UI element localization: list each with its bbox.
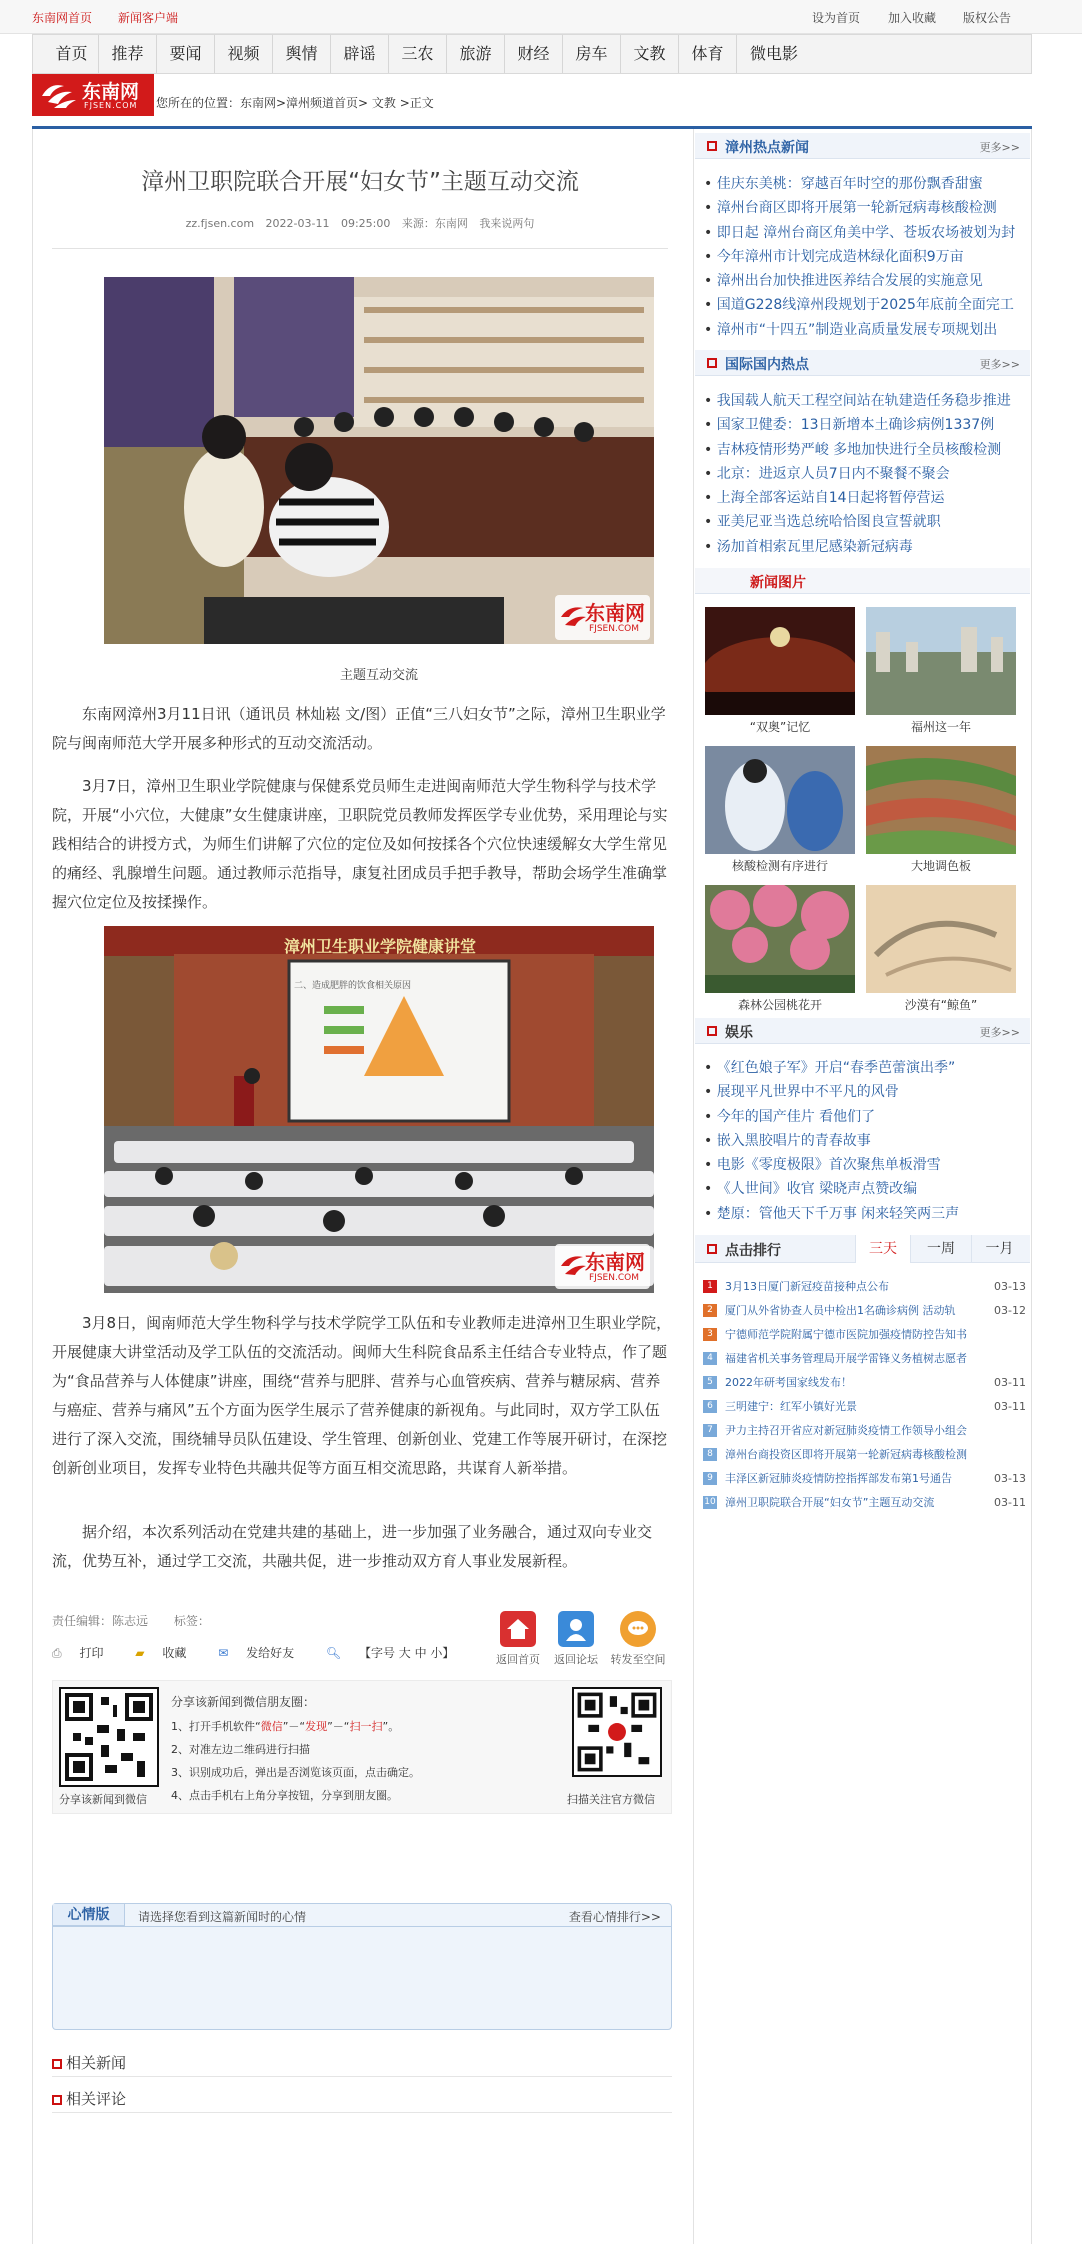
related-comments-divider — [52, 2112, 672, 2113]
watermark-domain: FJSEN.COM — [589, 624, 639, 634]
rank-header — [695, 1235, 1030, 1263]
hall-banner: 漳州卫生职业学院健康讲堂 — [284, 937, 477, 956]
logo-name: 东南网 — [82, 81, 140, 103]
photo-tile-3[interactable] — [705, 746, 855, 854]
user-icon — [558, 1611, 594, 1647]
logo-swirl-icon — [38, 80, 78, 110]
watermark-logo — [555, 1244, 650, 1289]
client-link[interactable]: 新闻客户端 — [118, 11, 179, 25]
rank-title-text: 三明建宁：红军小镇好光景 — [725, 1400, 857, 1413]
rank-number: 10 — [704, 1496, 716, 1507]
list-item[interactable]: • 嵌入黑胶唱片的青春故事 — [704, 1129, 1024, 1153]
nav-item-sports[interactable]: 体育 — [679, 35, 737, 73]
wechat-share-box — [52, 1680, 672, 1814]
rank-number: 9 — [703, 1472, 717, 1485]
list-item[interactable]: • 漳州出台加快推进医养结合发展的实施意见 — [704, 269, 1024, 293]
section-icon — [707, 358, 717, 368]
rank-number: 4 — [703, 1352, 717, 1365]
photo-tile-4-caption[interactable]: 大地调色板 — [910, 859, 971, 873]
list-item[interactable]: • 楚原：管他天下千万事 闲来轻笑两三声 — [704, 1202, 1024, 1226]
share-title: 分享该新闻到微信朋友圈： — [171, 1695, 316, 1709]
rank-date: 03-11 — [994, 1376, 1026, 1389]
list-item[interactable]: • 电影《零度极限》首次聚焦单板滑雪 — [704, 1153, 1024, 1177]
mood-tab[interactable]: 心情版 — [53, 1904, 125, 1926]
photo-tile-4[interactable] — [866, 746, 1016, 854]
related-news-divider — [52, 2076, 672, 2077]
share-qr-code — [59, 1687, 159, 1787]
nav-item-culture[interactable]: 文教 — [621, 35, 679, 73]
rank-number: 3 — [703, 1328, 717, 1341]
nav-item-recommend[interactable]: 推荐 — [99, 35, 157, 73]
photo-tile-3-caption[interactable]: 核酸检测有序进行 — [731, 859, 828, 873]
rank-date: 03-13 — [994, 1280, 1026, 1293]
rank-row[interactable] — [703, 1422, 1028, 1446]
section-icon — [707, 1026, 717, 1036]
rank-row[interactable] — [703, 1278, 1028, 1302]
photo-caption: 主题互动交流 — [339, 668, 418, 683]
photo-tile-2-caption[interactable]: 福州这一年 — [910, 720, 971, 734]
print-button[interactable] — [52, 1646, 117, 1660]
photo-tile-5-caption[interactable]: 森林公园桃花开 — [737, 998, 822, 1012]
related-news-header — [52, 2052, 126, 2073]
article-title: 漳州卫职院联合开展“妇女节”主题互动交流 — [141, 169, 579, 195]
nav-item-video[interactable]: 视频 — [215, 35, 273, 73]
watermark-swirl-icon — [559, 1252, 587, 1278]
article-paragraph-1: 东南网漳州3月11日讯（通讯员 林灿崧 文/图）正值“三八妇女节”之际，漳州卫生职业学院与闽南师范大学开展多种形式的互动交流活动。 — [52, 705, 666, 752]
top-bar — [0, 0, 1082, 34]
list-item[interactable]: • 国家卫健委：13日新增本土确诊病例1337例 — [704, 413, 1024, 437]
breadcrumb-bar — [32, 74, 1032, 124]
tab-one-week[interactable]: 一周 — [927, 1241, 955, 1257]
share-step-2: 2、对准左边二维码进行扫描 — [171, 1743, 310, 1756]
news-photos-title: 新闻图片 — [750, 575, 806, 591]
section-icon — [707, 1244, 717, 1254]
watermark-domain: FJSEN.COM — [589, 1273, 639, 1283]
mood-panel — [52, 1903, 672, 2030]
printer-icon: ⎙ — [52, 1646, 62, 1660]
mood-ranking-link[interactable]: 查看心情排行>> — [568, 1910, 661, 1924]
rank-number: 8 — [703, 1448, 717, 1461]
nav-item-news[interactable]: 要闻 — [157, 35, 215, 73]
editor-name: 责任编辑：陈志远 — [52, 1614, 149, 1628]
section-icon — [52, 2095, 62, 2105]
source-site: zz.fjsen.com — [185, 217, 255, 230]
return-forum-label: 返回论坛 — [554, 1653, 598, 1666]
article-paragraph-4: 据介绍，本次系列活动在党建共建的基础上，进一步加强了业务融合，通过双向专业交流，优势互补，通过学工交流，共融共促，进一步推动双方育人事业发展新程。 — [52, 1523, 653, 1570]
rank-row[interactable] — [703, 1302, 1028, 1326]
magnifier-icon: 🔍︎ — [325, 1646, 342, 1660]
photo-tile-1-caption[interactable]: “双奥”记忆 — [749, 720, 811, 734]
watermark-swirl-icon — [559, 603, 587, 629]
nav-item-rumor[interactable]: 辟谣 — [331, 35, 389, 73]
list-item[interactable]: • 今年的国产佳片 看他们了 — [704, 1105, 1024, 1129]
related-comments-label: 相关评论 — [66, 2090, 127, 2108]
slide-title: 二、造成肥胖的饮食相关原因 — [294, 981, 412, 991]
rank-number: 1 — [703, 1280, 717, 1293]
list-item[interactable]: • 亚美尼亚当选总统哈恰图良宣誓就职 — [704, 510, 1024, 534]
rank-row[interactable] — [703, 1494, 1028, 1518]
rank-row[interactable] — [703, 1398, 1028, 1422]
rank-row[interactable] — [703, 1470, 1028, 1494]
list-item[interactable]: • 北京：进返京人员7日内不聚餐不聚会 — [704, 462, 1024, 486]
rank-number: 7 — [703, 1424, 717, 1437]
favorite-label: 收藏 — [162, 1646, 187, 1660]
rank-title-text: 福建省机关事务管理局开展学雷锋义务植树志愿者 — [725, 1352, 967, 1365]
return-forum-button[interactable] — [546, 1611, 606, 1667]
article-photo-2 — [104, 926, 654, 1293]
mood-hint: 请选择您看到这篇新闻时的心情 — [138, 1910, 307, 1924]
rank-title-text: 3月13日厦门新冠疫苗接种点公布 — [725, 1280, 889, 1293]
rank-number: 6 — [703, 1400, 717, 1413]
list-item[interactable]: • 漳州台商区即将开展第一轮新冠病毒核酸检测 — [704, 196, 1024, 220]
section-icon — [707, 141, 717, 151]
copyright-link[interactable]: 版权公告 — [963, 11, 1012, 25]
article-source: 来源：东南网 — [401, 217, 468, 230]
font-size-control[interactable] — [326, 1646, 469, 1660]
watermark-name: 东南网 — [585, 1250, 645, 1274]
send-friend-button[interactable] — [218, 1646, 308, 1660]
return-home-button[interactable] — [488, 1611, 548, 1667]
list-item[interactable]: • 吉林疫情形势严峻 多地加快进行全员核酸检测 — [704, 438, 1024, 462]
return-home-label: 返回首页 — [496, 1653, 540, 1666]
nav-item-agriculture[interactable]: 三农 — [389, 35, 447, 73]
watermark-logo — [555, 595, 650, 640]
nav-item-microfilm[interactable]: 微电影 — [749, 44, 798, 63]
photo-tile-6[interactable] — [866, 885, 1016, 993]
article-paragraph-3: 3月8日，闽南师范大学生物科学与技术学院学工队伍和专业教师走进漳州卫生职业学院，开展健康大讲堂活动及学工队伍的交流活动。闽师大生科院食品系主任结合专业特点，作了题为“食品营养与人体健康”讲座，围绕“营养与肥胖、营养与心血管疾病、营养与糖尿病、营养与癌症、营养与痛风”五个方面为医学生展示了营养健康的新视角。与此同时，双方学工队伍进行了深入交流，围绕辅导员队伍建设、学生管理、创新创业、党建工作等展开研讨，在深挖创新创业项目，发挥专业特色共融共促等方面互相交流思路，共谋育人新举措。 — [52, 1314, 672, 1477]
rank-title-text: 漳州台商投资区即将开展第一轮新冠病毒核酸检测 — [725, 1448, 967, 1461]
photo-workshop-scene — [104, 277, 654, 644]
share-qr-caption: 分享该新闻到微信 — [59, 1793, 147, 1806]
nav-item-opinion[interactable]: 舆情 — [273, 35, 331, 73]
zz-hot-header — [695, 133, 1030, 159]
rank-title-text: 丰泽区新冠肺炎疫情防控指挥部发布第1号通告 — [725, 1472, 952, 1485]
rank-date: 03-11 — [994, 1400, 1026, 1413]
list-item[interactable]: • 我国载人航天工程空间站在轨建造任务稳步推进 — [704, 389, 1024, 413]
world-hot-title: 国际国内热点 — [725, 357, 809, 373]
related-comments-header — [52, 2088, 126, 2109]
official-qr-code — [572, 1687, 662, 1777]
photo-tile-1[interactable] — [705, 607, 855, 715]
qr-pattern — [61, 1689, 157, 1785]
zz-hot-more[interactable]: 更多>> — [979, 141, 1020, 154]
rank-title: 点击排行 — [725, 1243, 781, 1259]
list-item[interactable]: • 即日起 漳州台商区角美中学、苍坂农场被划为封 — [704, 221, 1024, 245]
home-icon — [500, 1611, 536, 1647]
nav-item-auto[interactable]: 房车 — [563, 35, 621, 73]
article-tools — [52, 1644, 482, 1661]
section-icon — [52, 2059, 62, 2069]
ent-header — [695, 1018, 1030, 1044]
font-size-label: 【字号 大 中 小】 — [358, 1646, 455, 1660]
list-item[interactable]: • 《人世间》收官 梁晓声点赞改编 — [704, 1177, 1024, 1201]
rank-title-text: 尹力主持召开省应对新冠肺炎疫情工作领导小组会 — [725, 1424, 967, 1437]
print-label: 打印 — [79, 1646, 104, 1660]
tab-one-month[interactable]: 一月 — [971, 1235, 1027, 1263]
photo-tile-2[interactable] — [866, 607, 1016, 715]
ent-more[interactable]: 更多>> — [979, 1026, 1020, 1039]
rank-number: 2 — [703, 1304, 717, 1317]
share-space-label: 转发至空间 — [610, 1653, 666, 1666]
column-divider — [693, 129, 694, 2244]
article-paragraph-2: 3月7日，漳州卫生职业学院健康与保健系党员师生走进闽南师范大学生物科学与技术学院，开展“小穴位，大健康”女生健康讲座，卫职院党员教师发挥医学专业优势，采用理论与实践相结合的讲授方式，为师生们讲解了穴位的定位及如何按揉各个穴位快速缓解女大学生常见的痛经、乳腺增生问题。通过教师示范指导，康复社团成员手把手教导，帮助会场学生准确掌握穴位定位及按揉操作。 — [52, 777, 668, 911]
rank-date: 03-12 — [994, 1304, 1026, 1317]
rank-title-text: 厦门从外省协查人员中检出1名确诊病例 活动轨 — [725, 1304, 956, 1317]
share-step-3: 3、识别成功后，弹出是否浏览该页面，点击确定。 — [171, 1766, 420, 1779]
comment-link[interactable]: 我来说两句 — [479, 217, 535, 230]
editor-line — [52, 1612, 210, 1629]
rank-title-text: 漳州卫职院联合开展“妇女节”主题互动交流 — [725, 1496, 935, 1509]
share-space-button[interactable] — [608, 1611, 668, 1667]
ent-list — [704, 1056, 1024, 1226]
nav-item-finance[interactable]: 财经 — [505, 35, 563, 73]
list-item[interactable]: • 漳州市“十四五”制造业高质量发展专项规划出 — [704, 318, 1024, 342]
ent-title: 娱乐 — [725, 1025, 753, 1041]
world-hot-header — [695, 350, 1030, 376]
folder-icon: ▰ — [135, 1646, 145, 1660]
related-news-label: 相关新闻 — [66, 2054, 127, 2072]
news-photos-header — [695, 568, 1030, 594]
photo-tile-5[interactable] — [705, 885, 855, 993]
rank-date: 03-13 — [994, 1472, 1026, 1485]
rank-row[interactable] — [703, 1350, 1028, 1374]
breadcrumb[interactable]: 您所在的位置：东南网>漳州频道首页> 文教 >正文 — [156, 96, 434, 110]
world-hot-list — [704, 389, 1024, 559]
rank-row[interactable] — [703, 1374, 1028, 1398]
send-icon: ✉ — [218, 1646, 229, 1660]
rank-title-text: 2022年研考国家线发布！ — [725, 1376, 852, 1389]
list-item[interactable]: • 《红色娘子军》开启“春季芭蕾演出季” — [704, 1056, 1024, 1080]
rank-row[interactable] — [703, 1326, 1028, 1350]
zz-hot-list — [704, 172, 1024, 342]
tab-three-days[interactable]: 三天 — [855, 1235, 911, 1263]
list-item[interactable]: • 国道G228线漳州段规划于2025年底前全面完工 — [704, 293, 1024, 317]
nav-item-travel[interactable]: 旅游 — [447, 35, 505, 73]
rank-title-text: 宁德师范学院附属宁德市医院加强疫情防控告知书 — [725, 1328, 967, 1341]
favorite-button[interactable] — [135, 1646, 200, 1660]
list-item[interactable]: • 汤加首相索瓦里尼感染新冠病毒 — [704, 535, 1024, 559]
share-step-4: 4、点击手机右上角分享按钮，分享到朋友圈。 — [171, 1789, 398, 1802]
tags-label: 标签： — [173, 1614, 210, 1628]
send-label: 发给好友 — [246, 1646, 295, 1660]
site-logo[interactable] — [32, 74, 154, 116]
photo-tile-6-caption[interactable]: 沙漠有“鲸鱼” — [904, 998, 978, 1012]
nav-item-home[interactable]: 首页 — [33, 35, 99, 73]
list-item[interactable]: • 今年漳州市计划完成造林绿化面积9万亩 — [704, 245, 1024, 269]
qr-pattern — [574, 1689, 660, 1775]
share-step-1: 1、打开手机软件“微信”－“发现”－“扫一扫”。 — [171, 1720, 400, 1733]
main-nav — [32, 34, 1032, 74]
rank-row[interactable] — [703, 1446, 1028, 1470]
official-qr-caption: 扫描关注官方微信 — [567, 1793, 655, 1806]
chat-icon — [620, 1611, 656, 1647]
watermark-name: 东南网 — [585, 601, 645, 625]
logo-domain: FJSEN.COM — [84, 101, 138, 110]
rank-number: 5 — [703, 1376, 717, 1389]
article-meta — [50, 215, 670, 231]
title-divider — [52, 248, 668, 249]
list-item[interactable]: • 上海全部客运站自14日起将暂停营运 — [704, 486, 1024, 510]
zz-hot-title: 漳州热点新闻 — [725, 140, 809, 156]
list-item[interactable]: • 佳庆东美桃：穿越百年时空的那份飘香甜蜜 — [704, 172, 1024, 196]
set-home-link[interactable]: 设为首页 — [812, 11, 861, 25]
rank-date: 03-11 — [994, 1496, 1026, 1509]
article-photo-1 — [104, 277, 654, 644]
world-hot-more[interactable]: 更多>> — [979, 358, 1020, 371]
favorite-link[interactable]: 加入收藏 — [888, 11, 937, 25]
list-item[interactable]: • 展现平凡世界中不平凡的风骨 — [704, 1080, 1024, 1104]
site-home-link[interactable]: 东南网首页 — [32, 11, 93, 25]
publish-time: 2022-03-11 09:25:00 — [265, 217, 391, 230]
